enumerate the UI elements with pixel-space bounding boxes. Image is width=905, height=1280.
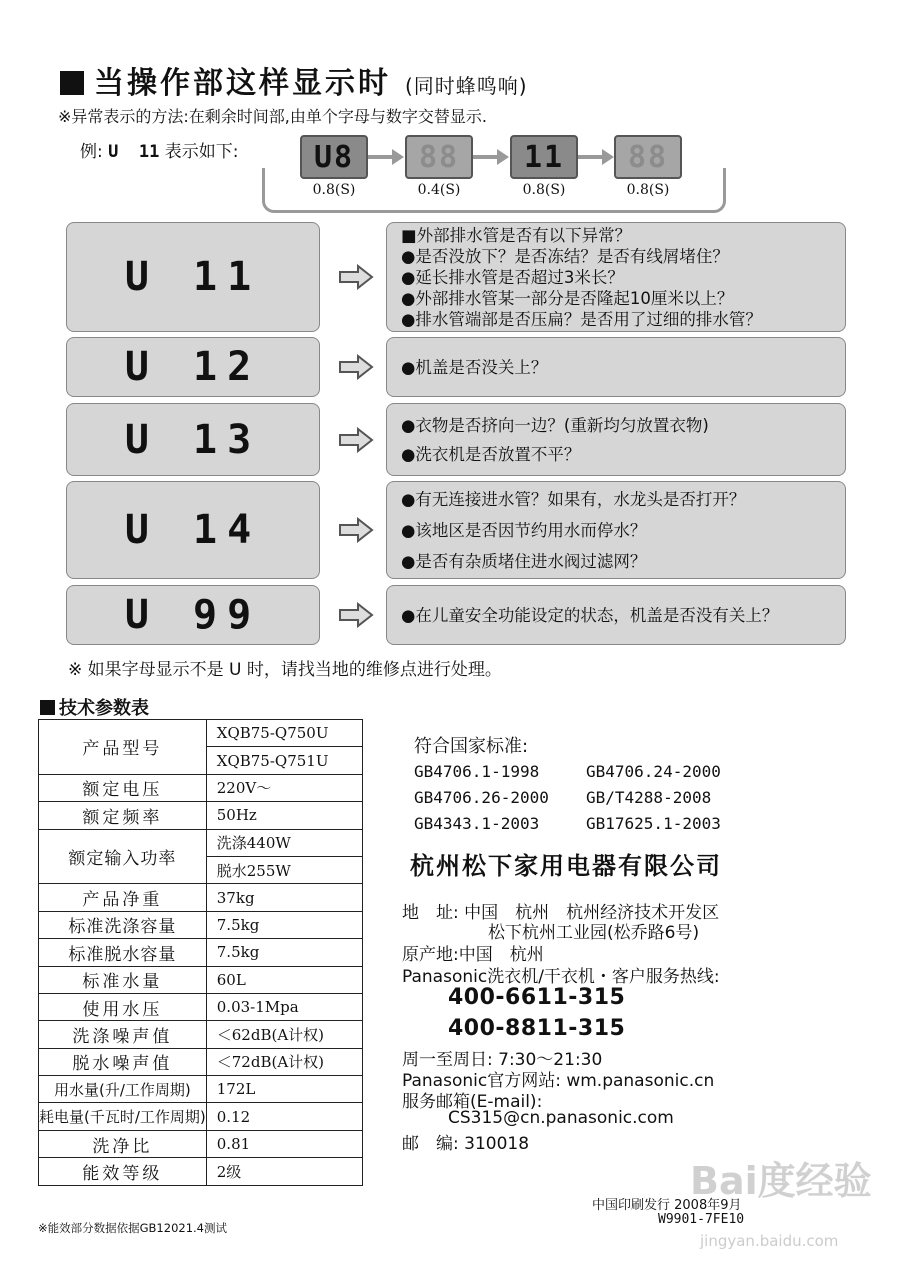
square-bullet-icon	[40, 700, 55, 715]
error-code-box	[66, 481, 320, 579]
standard-item: GB/T4288-2008	[586, 788, 712, 807]
standard-item: GB4343.1-2003	[414, 814, 540, 833]
website[interactable]: Panasonic官方网站: wm.panasonic.cn	[402, 1071, 715, 1091]
spec-note: ※能效部分数据依据GB12021.4测试	[38, 1221, 227, 1235]
spec-value: 60L	[206, 966, 362, 993]
check-item: ●排水管端部是否压扁？是否用了过细的排水管？	[401, 309, 762, 329]
spec-label: 使用水压	[39, 993, 207, 1020]
check-item: ●在儿童安全功能设定的状态，机盖是否没有关上？	[401, 605, 779, 625]
arrow-right-icon	[392, 149, 404, 165]
spec-label: 用水量(升/工作周期)	[39, 1076, 207, 1103]
spec-value: 172L	[206, 1076, 362, 1103]
error-code: U 11	[124, 254, 262, 300]
spec-row	[39, 1130, 363, 1157]
arrow-right-icon	[338, 602, 374, 628]
arrow-right-icon	[497, 149, 509, 165]
postcode: 邮 编: 310018	[402, 1134, 530, 1154]
arrow-right-icon	[338, 354, 374, 380]
error-code-box	[66, 337, 320, 397]
hotline-label: Panasonic洗衣机/干衣机・客户服务热线:	[402, 967, 720, 987]
spec-row	[39, 939, 363, 966]
spec-value: XQB75-Q750U	[206, 720, 362, 747]
standard-item: GB4706.24-2000	[586, 762, 721, 781]
spec-value: 50Hz	[206, 802, 362, 829]
spec-label: 脱水噪声值	[39, 1048, 207, 1075]
lcd-display: U8	[300, 135, 368, 179]
arrow-right-icon	[578, 155, 603, 159]
company-name: 杭州松下家用电器有限公司	[410, 852, 722, 880]
spec-row	[39, 802, 363, 829]
spec-label: 洗涤噪声值	[39, 1021, 207, 1048]
spec-label: 额定频率	[39, 802, 207, 829]
spec-label: 耗电量(千瓦时/工作周期)	[39, 1103, 207, 1130]
print-info: 中国印刷发行 2008年9月	[592, 1198, 742, 1213]
spec-label: 额定输入功率	[39, 829, 207, 884]
watermark-url: jingyan.baidu.com	[700, 1232, 839, 1250]
display-duration: 0.8(S)	[312, 182, 356, 198]
spec-label: 额定电压	[39, 774, 207, 801]
error-code-box	[66, 403, 320, 476]
error-code: U 13	[124, 416, 262, 463]
error-code-box	[66, 222, 320, 332]
arrow-right-icon	[602, 149, 614, 165]
arrow-right-icon	[368, 155, 393, 159]
spec-row	[39, 829, 363, 856]
error-description	[386, 481, 846, 579]
arrow-right-icon	[338, 427, 374, 453]
error-description	[386, 337, 846, 397]
spec-value: 220V～	[206, 774, 362, 801]
check-item: ●是否没放下？是否冻结？是否有线屑堵住？	[401, 246, 729, 266]
error-description	[386, 222, 846, 332]
spec-value: 7.5kg	[206, 939, 362, 966]
watermark: Bai度经验	[690, 1159, 872, 1203]
example-line: 例: U 11 表示如下:	[80, 142, 239, 162]
spec-value: ＜72dB(A计权)	[206, 1048, 362, 1075]
check-item: ●该地区是否因节约用水而停水？	[401, 520, 647, 540]
spec-label: 标准水量	[39, 966, 207, 993]
error-description	[386, 403, 846, 476]
spec-value: 2级	[206, 1158, 362, 1185]
standards-title: 符合国家标准:	[414, 736, 529, 757]
spec-value: 0.81	[206, 1130, 362, 1157]
spec-row	[39, 1048, 363, 1075]
error-code: U 99	[124, 592, 262, 638]
email[interactable]: CS315@cn.panasonic.com	[448, 1108, 674, 1128]
phone-number[interactable]: 400-6611-315	[448, 985, 626, 1010]
footnote: ※ 如果字母显示不是 U 时，请找当地的维修点进行处理。	[68, 660, 502, 680]
spec-row	[39, 1076, 363, 1103]
page-subtitle: (同时蜂鸣响)	[405, 74, 528, 98]
address-line2: 松下杭州工业园(松乔路6号)	[488, 923, 700, 943]
spec-value: 0.03-1Mpa	[206, 993, 362, 1020]
spec-label: 标准洗涤容量	[39, 911, 207, 938]
phone-number[interactable]: 400-8811-315	[448, 1016, 626, 1041]
spec-value: 0.12	[206, 1103, 362, 1130]
spec-label: 洗净比	[39, 1130, 207, 1157]
check-item: ●有无连接进水管？如果有，水龙头是否打开？	[401, 489, 746, 509]
spec-row	[39, 966, 363, 993]
square-bullet-icon	[60, 71, 84, 95]
spec-row	[39, 774, 363, 801]
standard-item: GB4706.1-1998	[414, 762, 540, 781]
check-item: ●衣物是否挤向一边？(重新均匀放置衣物)	[401, 415, 709, 435]
standard-item: GB4706.26-2000	[414, 788, 549, 807]
display-duration: 0.8(S)	[626, 182, 670, 198]
lcd-display: 88	[405, 135, 473, 179]
error-description	[386, 585, 846, 645]
check-item: ●延长排水管是否超过3米长？	[401, 267, 624, 287]
spec-value: 7.5kg	[206, 911, 362, 938]
check-item: ●外部排水管某一部分是否隆起10厘米以上？	[401, 288, 734, 308]
check-item: ■外部排水管是否有以下异常？	[401, 225, 632, 245]
spec-label: 能效等级	[39, 1158, 207, 1185]
standard-item: GB17625.1-2003	[586, 814, 721, 833]
lcd-display: 11	[510, 135, 578, 179]
email-label: 服务邮箱(E-mail):	[402, 1092, 543, 1112]
arrow-right-icon	[473, 155, 498, 159]
spec-title: 技术参数表	[40, 694, 149, 720]
spec-value: 脱水255W	[206, 856, 362, 883]
origin: 原产地:中国 杭州	[402, 945, 544, 965]
display-duration: 0.4(S)	[417, 182, 461, 198]
page-title: 当操作部这样显示时 (同时蜂鸣响)	[60, 58, 528, 102]
spec-label: 产品型号	[39, 720, 207, 775]
error-code: U 12	[124, 344, 262, 390]
spec-value: 洗涤440W	[206, 829, 362, 856]
arrow-right-icon	[338, 517, 374, 543]
check-item: ●是否有杂质堵住进水阀过滤网？	[401, 551, 647, 571]
spec-row	[39, 1158, 363, 1185]
spec-value: XQB75-Q751U	[206, 747, 362, 774]
spec-row	[39, 1103, 363, 1130]
spec-label: 产品净重	[39, 884, 207, 911]
error-code: U 14	[124, 507, 262, 553]
spec-row	[39, 1021, 363, 1048]
spec-row	[39, 884, 363, 911]
spec-value: ＜62dB(A计权)	[206, 1021, 362, 1048]
spec-row	[39, 993, 363, 1020]
check-item: ●机盖是否没关上？	[401, 357, 548, 377]
check-item: ●洗衣机是否放置不平？	[401, 444, 581, 464]
display-method-note: ※异常表示的方法:在剩余时间部,由单个字母与数字交替显示.	[58, 107, 487, 126]
arrow-right-icon	[338, 264, 374, 290]
spec-row	[39, 720, 363, 747]
spec-row	[39, 911, 363, 938]
lcd-display: 88	[614, 135, 682, 179]
spec-label: 标准脱水容量	[39, 939, 207, 966]
display-duration: 0.8(S)	[522, 182, 566, 198]
document-code: W9901-7FE10	[658, 1212, 745, 1227]
spec-value: 37kg	[206, 884, 362, 911]
spec-table	[38, 719, 363, 1186]
service-hours: 周一至周日: 7:30～21:30	[402, 1050, 603, 1070]
error-code-box	[66, 585, 320, 645]
address: 地 址: 中国 杭州 杭州经济技术开发区	[402, 903, 720, 923]
